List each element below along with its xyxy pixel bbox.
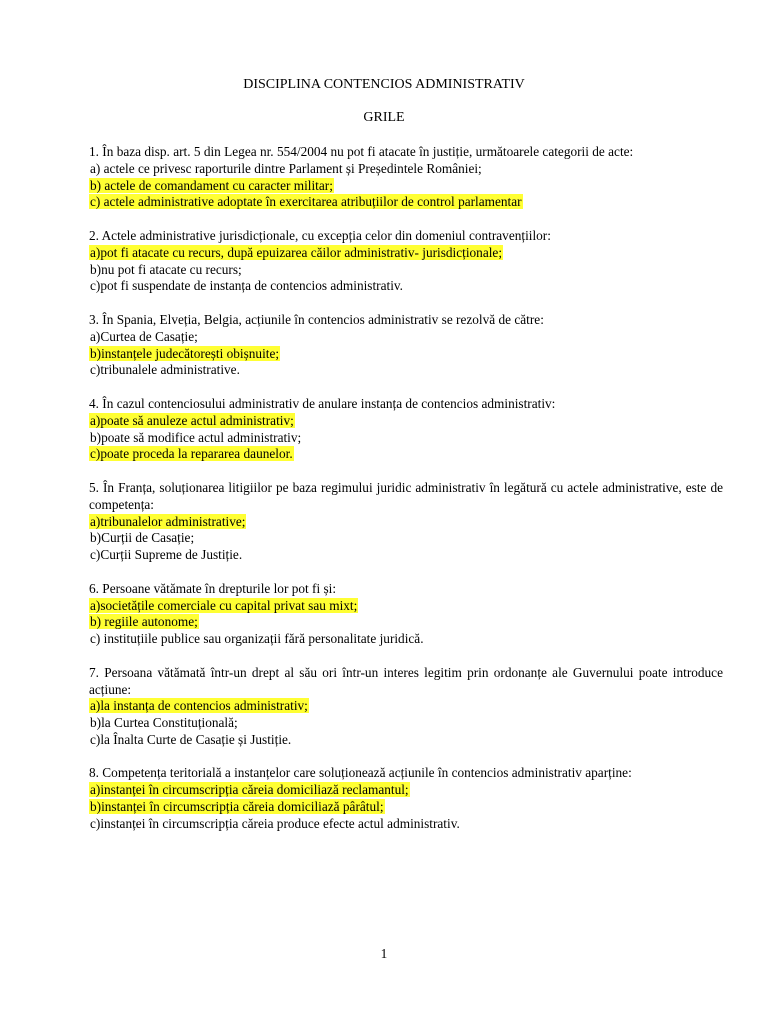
answer-option-text: b)poate să modifice actul administrativ; <box>90 429 302 445</box>
answer-option <box>89 362 723 379</box>
page-title: DISCIPLINA CONTENCIOS ADMINISTRATIV <box>243 77 525 92</box>
answer-option-text: b)instanțele judecătorești obișnuite; <box>90 345 280 361</box>
answer-option-text: b)la Curtea Constituțională; <box>90 715 238 731</box>
answer-option-text: c)instanței în circumscripția căreia produce efecte actul administrativ. <box>90 815 460 831</box>
question-7 <box>89 665 723 749</box>
question-text: 3. În Spania, Elveția, Belgia, acțiunile în contencios administrativ se rezolvă de către: <box>89 311 544 327</box>
question-2 <box>89 228 723 295</box>
answer-option <box>89 194 723 211</box>
answer-option-text: c) instituțiile publice sau organizații fără personalitate juridică. <box>90 631 424 647</box>
answer-option <box>89 514 723 531</box>
answer-option <box>89 446 723 463</box>
answer-option-text: c)pot fi suspendate de instanța de contencios administrativ. <box>90 278 404 294</box>
answer-option <box>89 547 723 564</box>
answer-option-text: a)tribunalelor administrative; <box>90 513 246 529</box>
answer-option <box>89 278 723 295</box>
answer-option-text: c)tribunalele administrative. <box>90 362 240 378</box>
answer-option <box>89 530 723 547</box>
question-list <box>89 144 723 849</box>
question-text: 2. Actele administrative jurisdicționale, cu excepția celor din domeniul contravențiilor: <box>89 227 551 243</box>
answer-option <box>89 732 723 749</box>
answer-option-text: b)nu pot fi atacate cu recurs; <box>90 261 242 277</box>
answer-option <box>89 698 723 715</box>
answer-option-text: c)la Înalta Curte de Casație și Justiție. <box>90 731 292 747</box>
answer-option-text: c)poate proceda la repararea daunelor. <box>90 446 293 462</box>
question-4 <box>89 396 723 463</box>
answer-option <box>89 430 723 447</box>
answer-option <box>89 413 723 430</box>
answer-option <box>89 631 723 648</box>
answer-option <box>89 614 723 631</box>
answer-option-text: a)poate să anuleze actul administrativ; <box>90 412 294 428</box>
answer-option-text: a)pot fi atacate cu recurs, după epuizarea căilor administrativ- jurisdicționale; <box>90 244 503 260</box>
answer-option <box>89 245 723 262</box>
answer-option-text: b)instanței în circumscripția căreia domiciliază pârâtul; <box>90 799 384 815</box>
page-number: 1 <box>380 946 388 961</box>
answer-option-text: a)Curtea de Casație; <box>90 328 198 344</box>
question-8 <box>89 765 723 832</box>
answer-option <box>89 161 723 178</box>
question-text: 6. Persoane vătămate în drepturile lor pot fi și: <box>89 580 337 596</box>
answer-option-text: b) regiile autonome; <box>90 614 198 630</box>
question-1 <box>89 144 723 211</box>
question-text: 7. Persoana vătămată într-un drept al său ori într-un interes legitim prin ordonanțe ale Guvernului poate introduce acțiune: <box>89 664 723 697</box>
question-text: 4. În cazul contenciosului administrativ de anulare instanța de contencios administrativ: <box>89 395 556 411</box>
answer-option <box>89 262 723 279</box>
answer-option <box>89 329 723 346</box>
answer-option-text: c) actele administrative adoptate în exercitarea atribuțiilor de control parlamentar <box>90 194 522 210</box>
question-3 <box>89 312 723 379</box>
question-text: 1. În baza disp. art. 5 din Legea nr. 554/2004 nu pot fi atacate în justiție, următoarele categorii de acte: <box>89 144 634 159</box>
answer-option-text: a)instanței în circumscripția căreia domiciliază reclamantul; <box>90 782 409 798</box>
answer-option <box>89 346 723 363</box>
question-text: 5. În Franța, soluționarea litigiilor pe baza regimului juridic administrativ în legătură cu actele administrative, este de competența: <box>89 479 723 512</box>
answer-option-text: a) actele ce privesc raporturile dintre Parlament și Președintele României; <box>90 160 482 176</box>
question-6 <box>89 581 723 648</box>
answer-option <box>89 816 723 833</box>
answer-option-text: b) actele de comandament cu caracter militar; <box>90 177 333 193</box>
answer-option <box>89 799 723 816</box>
answer-option-text: b)Curții de Casație; <box>90 530 195 546</box>
answer-option-text: c)Curții Supreme de Justiție. <box>90 547 243 563</box>
answer-option <box>89 598 723 615</box>
answer-option <box>89 782 723 799</box>
question-text: 8. Competența teritorială a instanțelor care soluționează acțiunile în contencios administrativ aparține: <box>89 765 632 781</box>
answer-option-text: a)la instanța de contencios administrativ; <box>90 698 308 714</box>
answer-option-text: a)societățile comerciale cu capital privat sau mixt; <box>90 597 358 613</box>
page-subtitle: GRILE <box>363 110 405 125</box>
question-5 <box>89 480 723 564</box>
answer-option <box>89 178 723 195</box>
answer-option <box>89 715 723 732</box>
